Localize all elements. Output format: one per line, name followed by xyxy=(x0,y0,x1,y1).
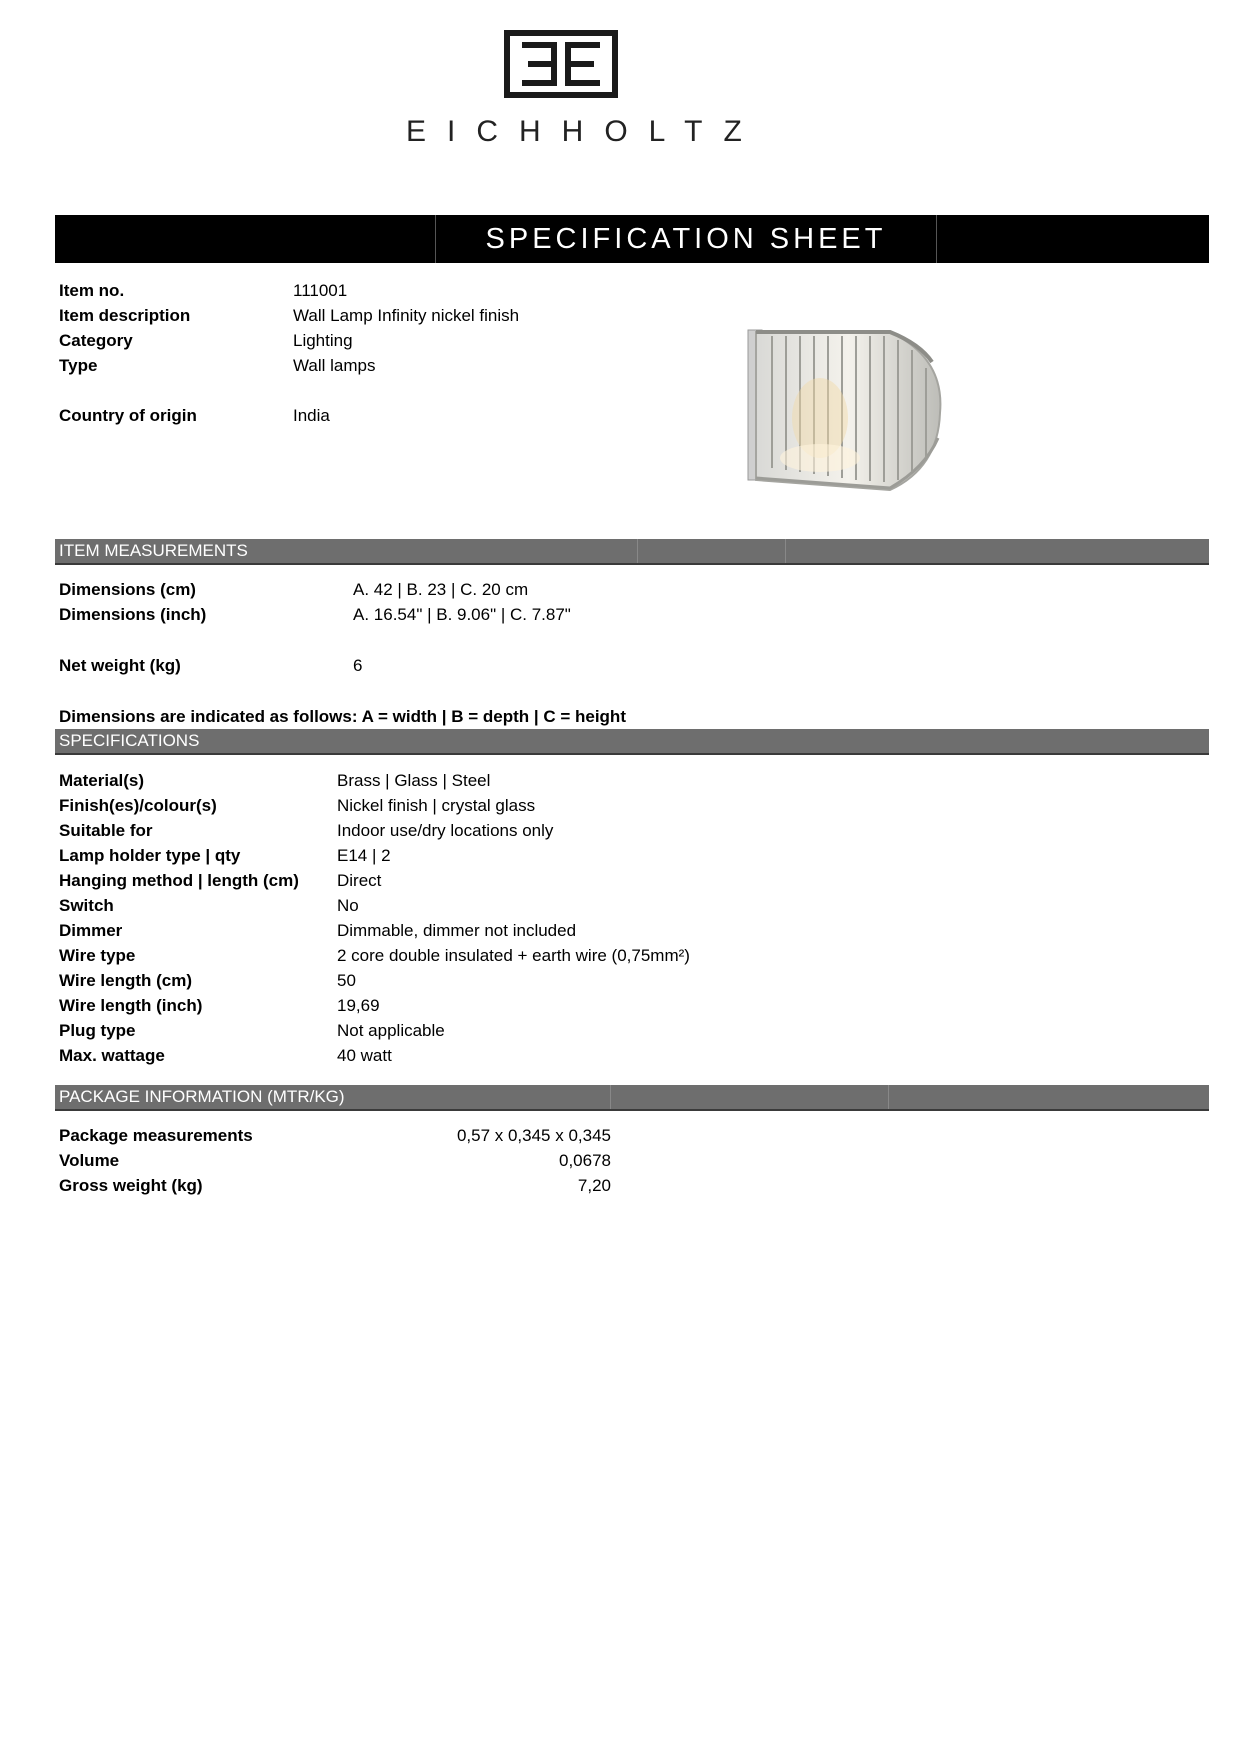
spec-value: Dimmable, dimmer not included xyxy=(337,921,577,940)
spec-label: Switch xyxy=(59,896,114,915)
spec-label: Wire length (cm) xyxy=(59,971,193,990)
measurements-header-label: ITEM MEASUREMENTS xyxy=(59,541,248,560)
spec-label: Plug type xyxy=(59,1021,136,1040)
specifications-header xyxy=(55,729,1209,755)
spec-value: E14 | 2 xyxy=(337,846,391,865)
spec-value: Indoor use/dry locations only xyxy=(337,821,554,840)
brand-wordmark: EICHHOLTZ xyxy=(406,115,763,148)
gross-weight-label: Gross weight (kg) xyxy=(59,1176,203,1195)
net-weight-value: 6 xyxy=(353,656,363,675)
package-measurements-label: Package measurements xyxy=(59,1126,253,1145)
spec-label: Dimmer xyxy=(59,921,123,940)
page-title: SPECIFICATION SHEET xyxy=(435,215,937,263)
eichholtz-logo-mark xyxy=(504,30,618,98)
spec-label: Max. wattage xyxy=(59,1046,165,1065)
title-bar xyxy=(55,215,1209,263)
spec-value: Direct xyxy=(337,871,382,890)
package-header xyxy=(55,1085,1209,1111)
dimensions-inch-value: A. 16.54" | B. 9.06" | C. 7.87" xyxy=(353,605,571,624)
specifications-header-label: SPECIFICATIONS xyxy=(59,731,200,750)
spec-label: Material(s) xyxy=(59,771,145,790)
spec-value: No xyxy=(337,896,359,915)
product-image xyxy=(740,318,950,508)
volume-label: Volume xyxy=(59,1151,120,1170)
package-header-label: PACKAGE INFORMATION (MTR/KG) xyxy=(59,1087,345,1106)
item-description-value: Wall Lamp Infinity nickel finish xyxy=(293,306,520,325)
spec-value: 40 watt xyxy=(337,1046,392,1065)
dimensions-cm-value: A. 42 | B. 23 | C. 20 cm xyxy=(353,580,529,599)
spec-value: Nickel finish | crystal glass xyxy=(337,796,536,815)
spec-label: Suitable for xyxy=(59,821,153,840)
volume-value: 0,0678 xyxy=(559,1151,611,1170)
category-value: Lighting xyxy=(293,331,353,350)
type-value: Wall lamps xyxy=(293,356,376,375)
category-label: Category xyxy=(59,331,133,350)
country-value: India xyxy=(293,406,330,425)
spec-value: 19,69 xyxy=(337,996,380,1015)
item-no-value: 111001 xyxy=(293,281,348,300)
country-label: Country of origin xyxy=(59,406,197,425)
spec-value: 50 xyxy=(337,971,356,990)
spec-value: Brass | Glass | Steel xyxy=(337,771,491,790)
spec-value: 2 core double insulated + earth wire (0,75mm²) xyxy=(337,946,690,965)
spec-label: Wire type xyxy=(59,946,136,965)
measurements-header xyxy=(55,539,1209,565)
net-weight-label: Net weight (kg) xyxy=(59,656,181,675)
type-label: Type xyxy=(59,356,98,375)
item-no-label: Item no. xyxy=(59,281,125,300)
spec-label: Wire length (inch) xyxy=(59,996,203,1015)
dimensions-inch-label: Dimensions (inch) xyxy=(59,605,207,624)
spec-label: Hanging method | length (cm) xyxy=(59,871,299,890)
gross-weight-value: 7,20 xyxy=(577,1176,611,1195)
dimensions-note: Dimensions are indicated as follows: A = width | B = depth | C = height xyxy=(59,707,626,726)
dimensions-cm-label: Dimensions (cm) xyxy=(59,580,196,599)
package-measurements-value: 0,57 x 0,345 x 0,345 xyxy=(456,1126,611,1145)
spec-label: Lamp holder type | qty xyxy=(59,846,241,865)
spec-value: Not applicable xyxy=(337,1021,445,1040)
item-description-label: Item description xyxy=(59,306,191,325)
spec-label: Finish(es)/colour(s) xyxy=(59,796,217,815)
